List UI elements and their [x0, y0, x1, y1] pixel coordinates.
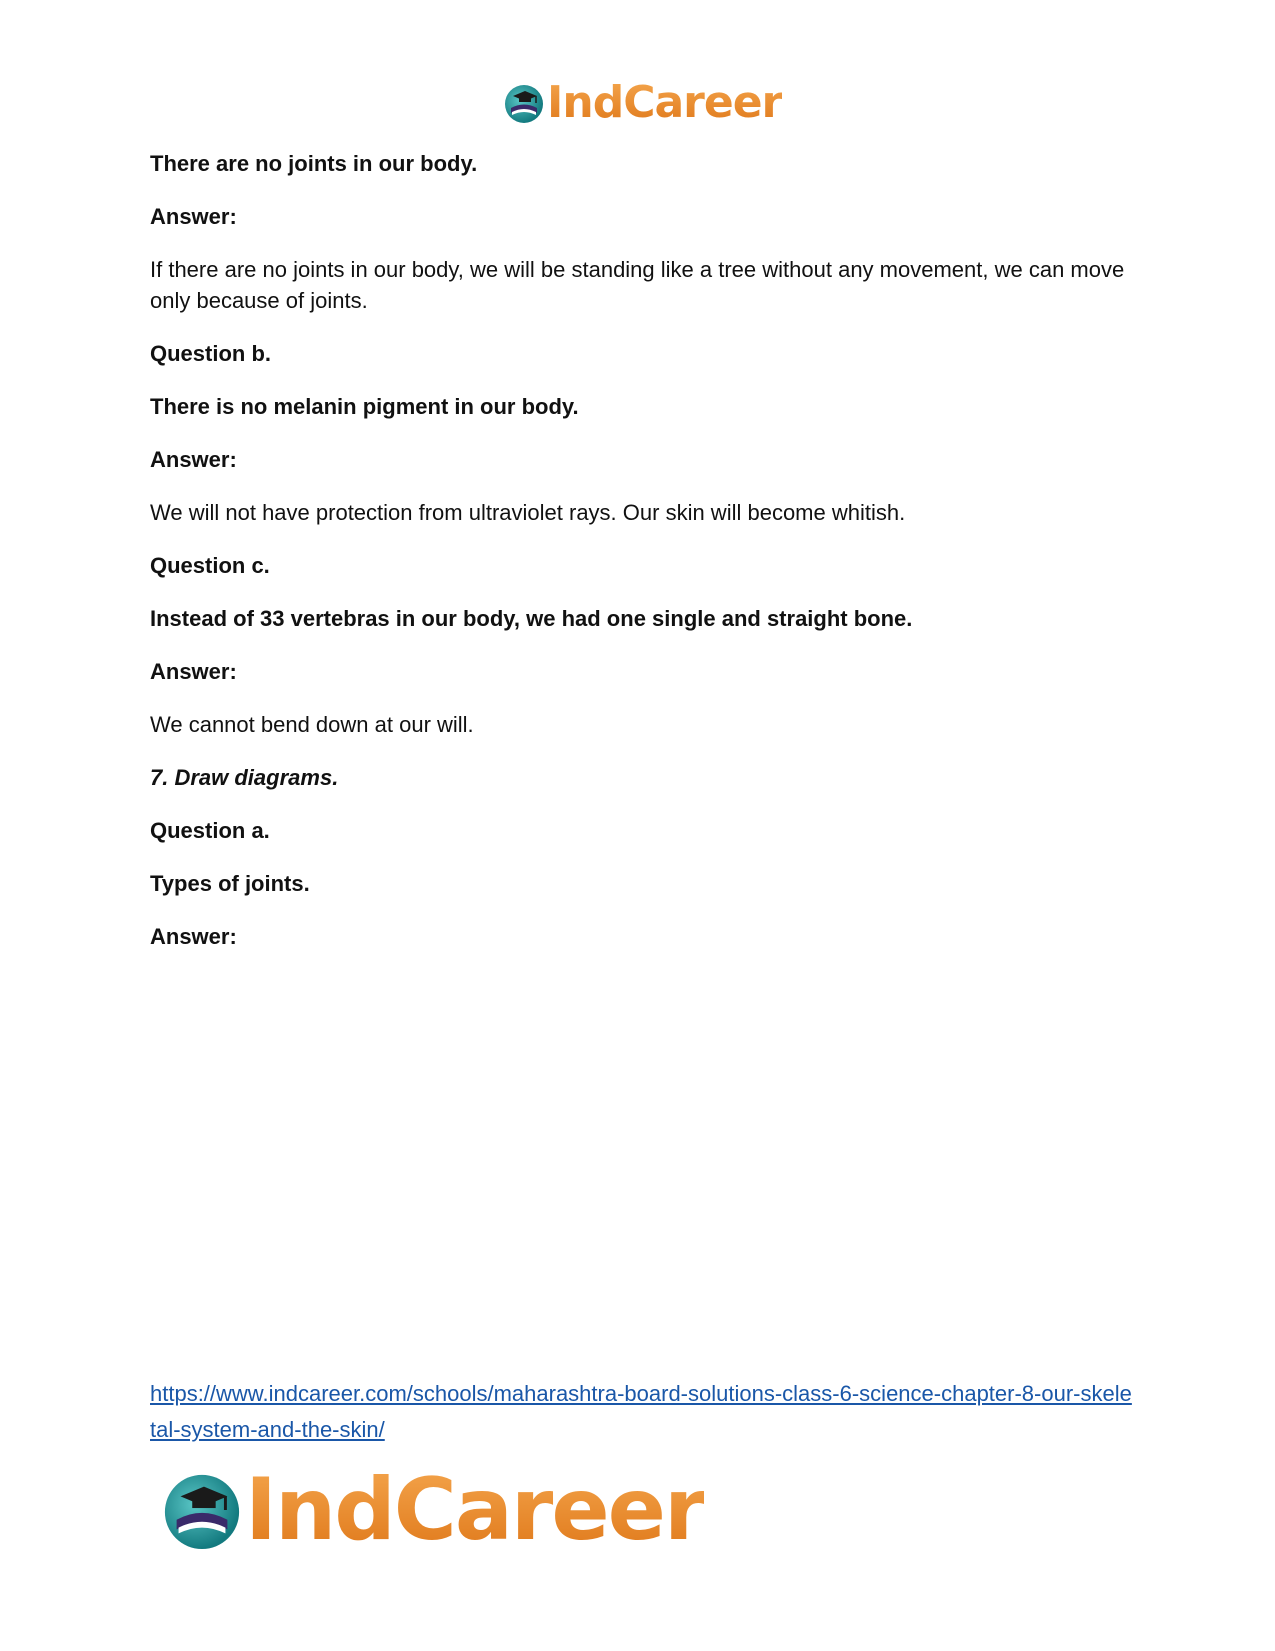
- answer-text: We will not have protection from ultraviolet rays. Our skin will become whitish.: [150, 500, 906, 525]
- footer-logo: [161, 1462, 704, 1558]
- header-logo: [503, 78, 782, 128]
- question-text: There are no joints in our body.: [150, 151, 478, 176]
- section-heading: 7. Draw diagrams.: [150, 765, 339, 790]
- document-body: [150, 148, 1125, 952]
- answer-text: We cannot bend down at our will.: [150, 712, 474, 737]
- logo-wordmark: IndCareer: [547, 77, 783, 128]
- question-label: Question a.: [150, 818, 270, 843]
- indcareer-emblem-icon: [161, 1469, 243, 1551]
- source-link[interactable]: https://www.indcareer.com/schools/maharashtra-board-solutions-class-6-science-chapter-8-our-skeletal-system-and-the-skin/: [150, 1381, 1132, 1442]
- question-label: Question c.: [150, 553, 270, 578]
- question-text: There is no melanin pigment in our body.: [150, 394, 579, 419]
- question-text: Types of joints.: [150, 871, 310, 896]
- question-label: Question b.: [150, 341, 271, 366]
- question-text: Instead of 33 vertebras in our body, we had one single and straight bone.: [150, 606, 913, 631]
- answer-label: Answer:: [150, 659, 237, 684]
- indcareer-emblem-icon: [503, 82, 545, 124]
- answer-label: Answer:: [150, 924, 237, 949]
- answer-label: Answer:: [150, 204, 237, 229]
- logo-wordmark: IndCareer: [245, 1460, 705, 1560]
- answer-label: Answer:: [150, 447, 237, 472]
- answer-text: If there are no joints in our body, we will be standing like a tree without any movement, we can move only because of joints.: [150, 257, 1125, 313]
